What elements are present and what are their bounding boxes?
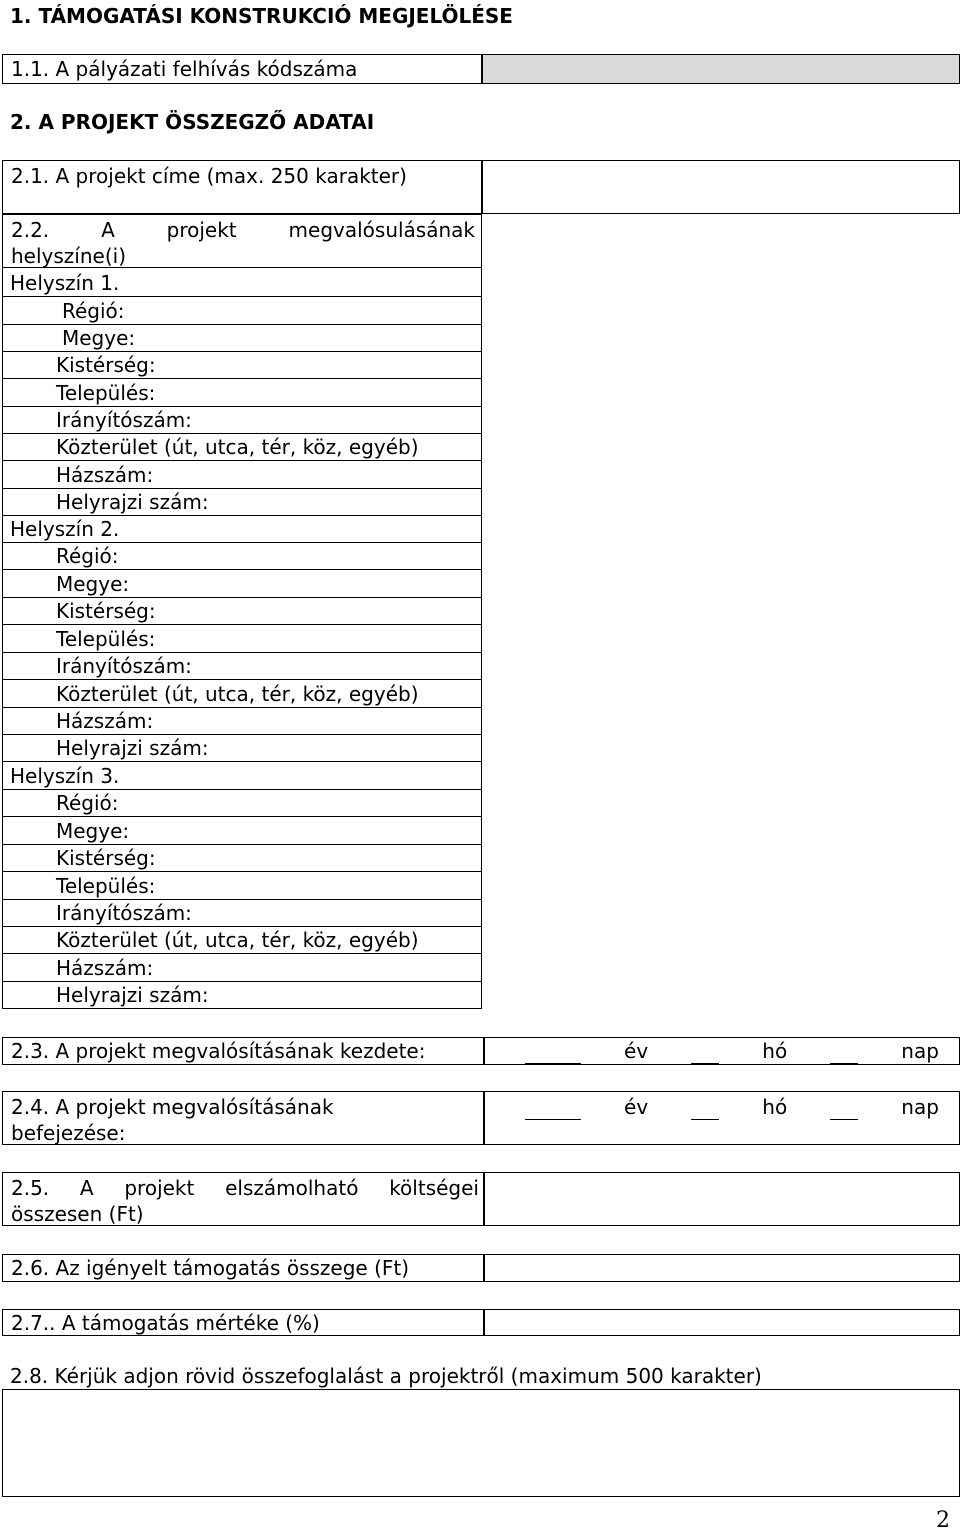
row-2-2-line2: helyszíne(i) (11, 244, 126, 268)
start-year-blank[interactable] (525, 1045, 581, 1064)
section-2-title: 2. A PROJEKT ÖSSZEGZŐ ADATAI (10, 110, 375, 134)
row-2-5-label-cell (2, 1172, 484, 1226)
location-2-settlement: Település: (56, 627, 156, 651)
row-2-7-label: 2.7.. A támogatás mértéke (%) (11, 1311, 320, 1335)
end-year-blank[interactable] (525, 1101, 581, 1120)
row-1-1-label: 1.1. A pályázati felhívás kódszáma (11, 57, 358, 81)
end-day-label: nap (901, 1095, 939, 1119)
location-3-house-number: Házszám: (56, 956, 154, 980)
row-2-5-line1 (11, 1175, 479, 1201)
location-3-street: Közterület (út, utca, tér, köz, egyéb) (56, 928, 419, 952)
location-3-settlement: Település: (56, 874, 156, 898)
location-2-title: Helyszín 2. (10, 517, 120, 541)
row-2-4-label-line2: befejezése: (11, 1121, 126, 1145)
location-3-title: Helyszín 3. (10, 764, 120, 788)
end-year-label: év (624, 1095, 649, 1119)
location-1-title: Helyszín 1. (10, 271, 120, 295)
location-1-region: Régió: (62, 299, 125, 323)
row-2-1-label-cell (2, 160, 482, 214)
location-3-lot-number: Helyrajzi szám: (56, 983, 209, 1007)
row-2-5-part5: költségei (389, 1176, 479, 1200)
row-2-5-part2: A (79, 1176, 94, 1200)
page-number: 2 (936, 1508, 950, 1533)
start-day-label: nap (901, 1039, 939, 1063)
location-1-settlement: Település: (56, 381, 156, 405)
row-2-5-part1: 2.5. (11, 1176, 50, 1200)
eligible-costs-field[interactable] (484, 1172, 960, 1226)
requested-support-field[interactable] (484, 1254, 960, 1282)
row-2-8-label: 2.8. Kérjük adjon rövid összefoglalást a projektről (maximum 500 karakter) (10, 1364, 762, 1388)
row-1-1-label-cell (2, 54, 482, 84)
location-3-subregion: Kistérség: (56, 846, 156, 870)
row-2-2-line1 (11, 217, 475, 243)
location-1-subregion: Kistérség: (56, 353, 156, 377)
row-2-2-part3: projekt (166, 218, 237, 242)
location-2-house-number: Házszám: (56, 709, 154, 733)
start-date-field[interactable] (484, 1037, 960, 1065)
row-2-5-line2: összesen (Ft) (11, 1202, 144, 1226)
location-1-county: Megye: (62, 326, 136, 350)
project-summary-textarea[interactable] (2, 1389, 960, 1497)
location-2-subregion: Kistérség: (56, 599, 156, 623)
end-date-field[interactable] (484, 1091, 960, 1145)
row-2-2-part2: A (101, 218, 115, 242)
row-2-6-label-cell (2, 1254, 484, 1282)
row-2-3-label: 2.3. A projekt megvalósításának kezdete: (11, 1039, 426, 1063)
location-2-postcode: Irányítószám: (56, 654, 192, 678)
support-rate-field[interactable] (484, 1309, 960, 1336)
row-2-4-label-line1: 2.4. A projekt megvalósításának (11, 1095, 334, 1119)
end-month-label: hó (762, 1095, 788, 1119)
location-2-county: Megye: (56, 572, 130, 596)
row-2-5-part4: elszámolható (225, 1176, 359, 1200)
row-2-6-label: 2.6. Az igényelt támogatás összege (Ft) (11, 1256, 410, 1280)
project-title-field[interactable] (482, 160, 960, 214)
row-2-4-label-cell (2, 1091, 484, 1145)
location-left-border (2, 214, 3, 1008)
start-month-blank[interactable] (691, 1045, 719, 1064)
start-day-blank[interactable] (830, 1045, 858, 1064)
code-field[interactable] (482, 54, 960, 84)
location-3-region: Régió: (56, 791, 119, 815)
start-month-label: hó (762, 1039, 788, 1063)
location-1-house-number: Házszám: (56, 463, 154, 487)
row-2-2-label-cell (2, 214, 482, 268)
end-day-blank[interactable] (830, 1101, 858, 1120)
section-1-title: 1. TÁMOGATÁSI KONSTRUKCIÓ MEGJELÖLÉSE (10, 4, 513, 28)
row-2-5-part3: projekt (124, 1176, 195, 1200)
row-2-2-part1: 2.2. (11, 218, 50, 242)
location-3-county: Megye: (56, 819, 130, 843)
location-1-postcode: Irányítószám: (56, 408, 192, 432)
location-column-divider (481, 214, 482, 1008)
start-year-label: év (624, 1039, 649, 1063)
location-2-lot-number: Helyrajzi szám: (56, 736, 209, 760)
start-date-parts (525, 1038, 939, 1064)
end-date-parts (525, 1094, 939, 1120)
row-2-3-label-cell (2, 1037, 484, 1065)
location-3-postcode: Irányítószám: (56, 901, 192, 925)
location-2-region: Régió: (56, 544, 119, 568)
location-1-street: Közterület (út, utca, tér, köz, egyéb) (56, 435, 419, 459)
location-1-lot-number: Helyrajzi szám: (56, 490, 209, 514)
row-2-1-label: 2.1. A projekt címe (max. 250 karakter) (11, 164, 407, 188)
row-2-2-part4: megvalósulásának (288, 218, 475, 242)
end-month-blank[interactable] (691, 1101, 719, 1120)
location-2-street: Közterület (út, utca, tér, köz, egyéb) (56, 682, 419, 706)
row-2-7-label-cell (2, 1309, 484, 1336)
